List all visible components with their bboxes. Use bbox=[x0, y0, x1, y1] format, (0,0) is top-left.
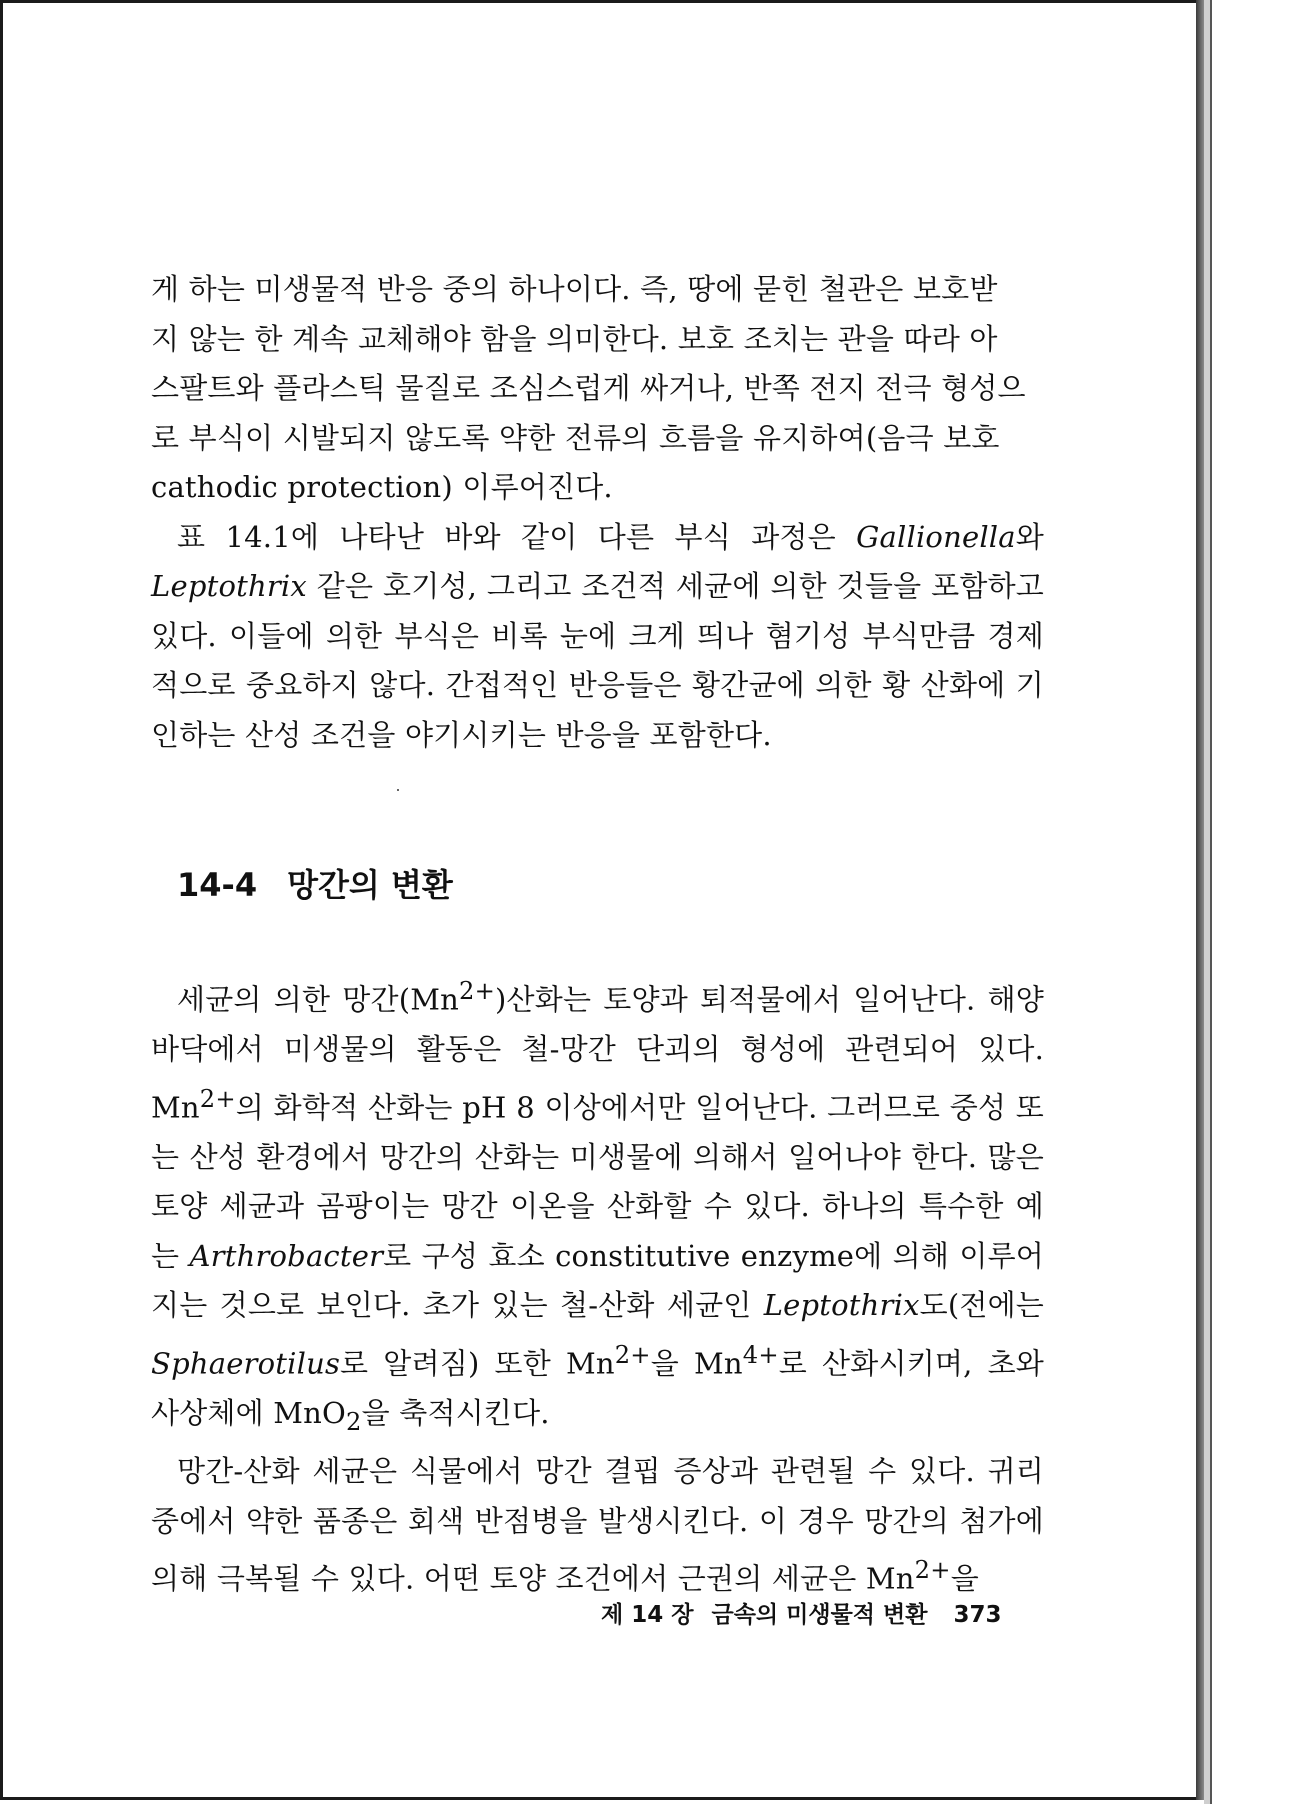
text-line: 게 하는 미생물적 반응 중의 하나이다. 즉, 땅에 묻힌 철관은 보호받 bbox=[151, 272, 998, 306]
chapter-title: 금속의 미생물적 변환 bbox=[711, 1602, 928, 1628]
text-line: 지 않는 한 계속 교체해야 함을 의미한다. 보호 조치는 관을 따라 아 bbox=[151, 321, 998, 356]
text-block-top bbox=[151, 265, 1044, 760]
superscript: 2+ bbox=[614, 1340, 651, 1369]
superscript: 2+ bbox=[914, 1556, 951, 1585]
text-run: 로 산화시키며, 초와 사상체에 MnO bbox=[151, 1346, 1045, 1430]
paragraph-corrosion bbox=[151, 513, 1044, 761]
text-run: 도(전에는 bbox=[919, 1288, 1044, 1323]
text-run: 을 bbox=[950, 1561, 979, 1596]
text-run: 의 화학적 산화는 pH 8 이상에서만 일어난다. 그러므로 중성 또는 산성 환경에서 망간의 산화는 미생물에 의해서 일어나야 한다. 많은 토양 세균과 곰팡이는 망간 이온을 산화할 수 있다. 하나의 특수한 예는 bbox=[151, 1090, 1044, 1273]
superscript: 4+ bbox=[742, 1340, 779, 1369]
text-run: 을 축적시킨다. bbox=[361, 1395, 550, 1430]
print-speck bbox=[397, 789, 399, 791]
text-run: )산화는 토양과 퇴적물에서 일어난다. 해양 바닥에서 미생물의 활동은 철-망간 단괴의 형성에 관련되어 있다. Mn bbox=[151, 982, 1044, 1125]
text-run: 같은 호기성, 그리고 조건적 세균에 의한 것들을 포함하고 있다. 이들에 의한 부식은 비록 눈에 크게 띄나 혐기성 부식만큼 경제적으로 중요하지 않다. 간접적인 반응들은 황간균에 의한 황 산화에 기인하는 산성 조건을 야기시키는 반응을 포함한다. bbox=[151, 569, 1044, 752]
text-run: 을 Mn bbox=[650, 1346, 743, 1381]
section-title: 망간의 변환 bbox=[287, 866, 453, 904]
text-run: 와 bbox=[1015, 519, 1044, 554]
paragraph-manganese-oxidation bbox=[151, 967, 1044, 1447]
text-line: cathodic protection) 이루어진다. bbox=[151, 470, 613, 504]
text-run: 표 14.1에 나타난 바와 같이 다른 부식 과정은 bbox=[177, 519, 857, 554]
text-line: 로 부식이 시발되지 않도록 약한 전류의 흐름을 유지하여(음극 보호 bbox=[151, 420, 1000, 455]
text-run: 로 알려짐) 또한 Mn bbox=[340, 1346, 615, 1381]
page-number: 373 bbox=[953, 1602, 1002, 1628]
text-run: 로 구성 효소 constitutive enzyme에 의해 이루어지는 것으로 보인다. 초가 있는 철-산화 세균인 bbox=[151, 1238, 1045, 1323]
chapter-label: 제 14 장 bbox=[601, 1602, 694, 1628]
text-run: 망간-산화 세균은 식물에서 망간 결핍 증상과 관련될 수 있다. 귀리 중에서 약한 품종은 회색 반점병을 발생시킨다. 이 경우 망간의 첨가에 의해 극복될 수 있다. 어떤 토양 조건에서 근권의 세균은 Mn bbox=[151, 1454, 1044, 1596]
running-footer bbox=[601, 1596, 1002, 1629]
genus-name: Arthrobacter bbox=[189, 1238, 384, 1273]
genus-name: Leptothrix bbox=[763, 1288, 920, 1323]
genus-name: Leptothrix bbox=[151, 569, 307, 603]
paragraph-continuation bbox=[151, 265, 1044, 513]
section-number: 14-4 bbox=[177, 866, 258, 904]
text-line: 스팔트와 플라스틱 물질로 조심스럽게 싸거나, 반쪽 전지 전극 형성으 bbox=[151, 371, 1026, 405]
page-stack-edge bbox=[1204, 0, 1212, 1804]
text-block-section bbox=[151, 967, 1044, 1604]
page-stack-edge bbox=[1196, 0, 1204, 1800]
section-heading bbox=[151, 865, 453, 905]
superscript: 2+ bbox=[459, 977, 496, 1005]
genus-name: Sphaerotilus bbox=[151, 1346, 341, 1381]
genus-name: Gallionella bbox=[856, 519, 1016, 554]
paragraph-manganese-deficiency bbox=[151, 1447, 1044, 1604]
subscript: 2 bbox=[346, 1407, 362, 1436]
superscript: 2+ bbox=[199, 1084, 236, 1113]
text-run: 세균의 의한 망간(Mn bbox=[177, 982, 459, 1017]
